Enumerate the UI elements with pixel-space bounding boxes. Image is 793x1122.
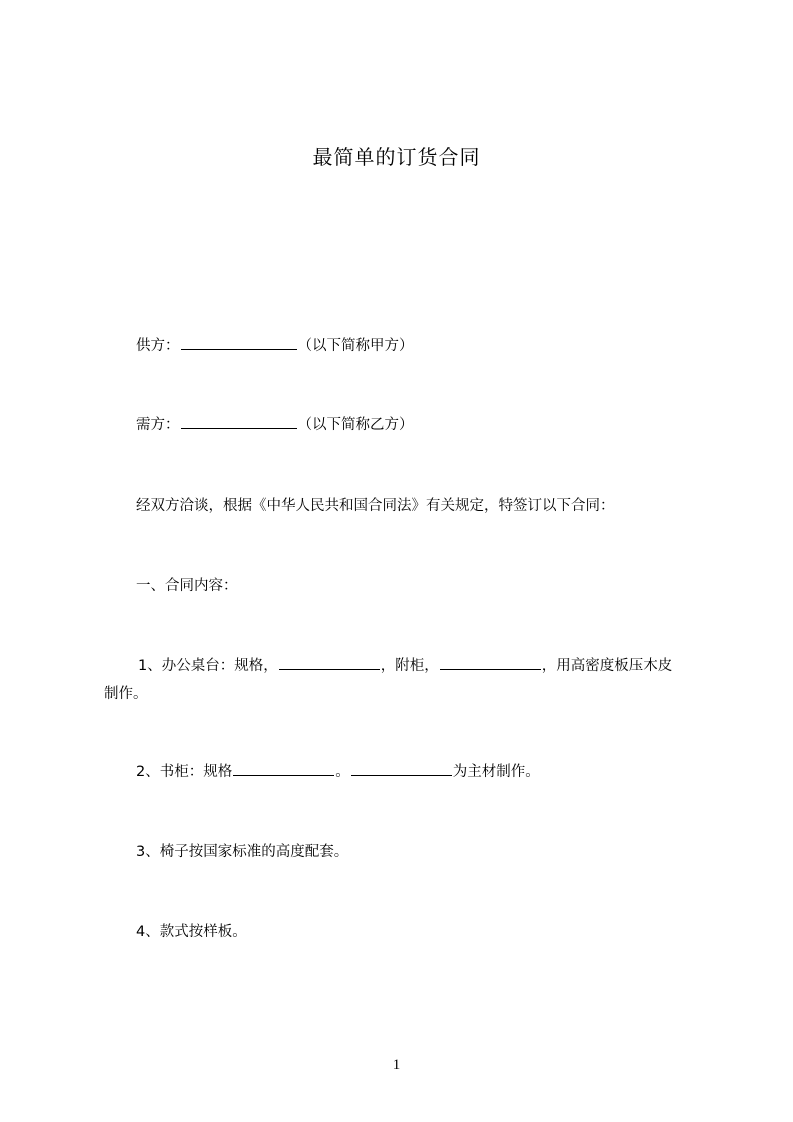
item-style: 4、款式按样板。 xyxy=(136,924,247,940)
buyer-label: 需方： xyxy=(136,417,180,433)
item-2-text-a: 2、书柜：规格 xyxy=(136,764,233,780)
supplier-line xyxy=(136,332,414,360)
supplier-note: （以下简称甲方） xyxy=(297,338,414,354)
document-title: 最简单的订货合同 xyxy=(312,145,481,169)
item-1-text-b: ，附柜， xyxy=(380,658,439,674)
item-office-desk-continuation: 制作。 xyxy=(104,686,148,702)
item-2-text-c: 为主材制作。 xyxy=(452,764,540,780)
item-1-text-c: ，用高密度板压木皮 xyxy=(541,658,673,674)
item-bookcase xyxy=(136,758,540,786)
buyer-name-blank xyxy=(181,413,297,429)
preamble-paragraph: 经双方洽谈，根据《中华人民共和国合同法》有关规定，特签订以下合同： xyxy=(136,498,615,514)
buyer-line xyxy=(136,411,414,439)
buyer-note: （以下简称乙方） xyxy=(297,417,414,433)
supplier-name-blank xyxy=(181,334,297,350)
bookcase-spec-blank xyxy=(233,760,334,776)
desk-spec-blank xyxy=(279,654,380,670)
item-office-desk xyxy=(138,652,672,680)
item-chairs: 3、椅子按国家标准的高度配套。 xyxy=(136,844,349,860)
item-2-text-b: 。 xyxy=(335,764,350,780)
section-heading-contract-content: 一、合同内容： xyxy=(136,578,238,594)
cabinet-spec-blank xyxy=(440,654,541,670)
item-1-text-a: 1、办公桌台：规格， xyxy=(138,658,278,674)
page-number: 1 xyxy=(392,1057,401,1073)
supplier-label: 供方： xyxy=(136,338,180,354)
bookcase-material-blank xyxy=(351,760,452,776)
